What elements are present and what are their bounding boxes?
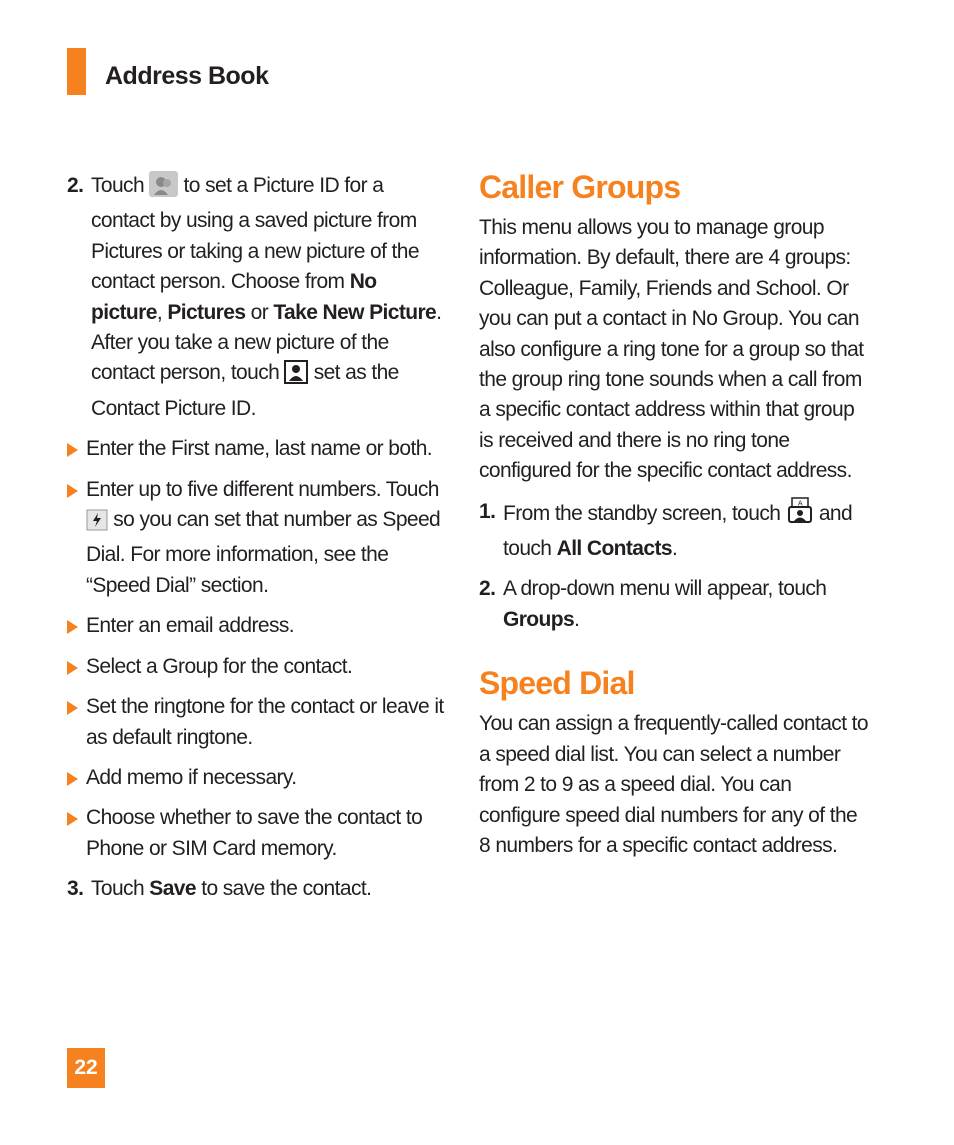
contact-picture-icon xyxy=(149,171,178,206)
bullet-item: Enter an email address. xyxy=(67,611,452,641)
section-title: Address Book xyxy=(105,62,269,90)
set-picture-icon xyxy=(284,360,308,393)
caller-groups-step-1: 1. From the standby screen, touch A and touch All Contacts. xyxy=(479,497,871,565)
bullet-item: Enter the First name, last name or both. xyxy=(67,434,452,464)
bullet-item: Select a Group for the contact. xyxy=(67,652,452,682)
caller-groups-body: This menu allows you to manage group information. By default, there are 4 groups: Colleague, Family, Friends and School. Or you can put a contact in No Group. You can also configure a ring tone for a group so that the group ring tone sounds when a call from a specific contact address within that group is received and there is no ring tone configured for the specific contact address. xyxy=(479,216,864,483)
right-column xyxy=(479,165,871,871)
speed-dial-heading: Speed Dial xyxy=(479,665,635,702)
step-number: 1. xyxy=(479,499,496,523)
speed-dial-body: You can assign a frequently-called contact to a speed dial list. You can select a number from 2 to 9 as a speed dial. You can configure speed dial numbers for any of the 8 numbers for a specific contact address. xyxy=(479,712,868,857)
page-number: 22 xyxy=(67,1048,105,1088)
section-marker xyxy=(67,48,86,95)
bullet-item: Choose whether to save the contact to Phone or SIM Card memory. xyxy=(67,803,452,864)
step-number: 3. xyxy=(67,877,84,901)
bullet-item: Enter up to five different numbers. Touch so you can set that number as Speed Dial. For more information, see the “Speed Dial” section. xyxy=(67,475,452,602)
left-column xyxy=(67,171,452,915)
speed-dial-icon xyxy=(86,509,108,540)
bullet-item: Set the ringtone for the contact or leave it as default ringtone. xyxy=(67,692,452,753)
caller-groups-heading: Caller Groups xyxy=(479,169,681,205)
svg-text:A: A xyxy=(797,499,802,508)
step-3: 3. Touch Save to save the contact. xyxy=(67,874,452,904)
step-2: 2. Touch to set a Picture ID for a contact by using a saved picture from Pictures or taking a new picture of the contact person. Choose from No picture, Pictures or Take New Picture. After you take a new picture of the contact person, touch set as the Contact Picture ID. xyxy=(67,171,452,424)
step-number: 2. xyxy=(479,577,496,601)
bullet-item: Add memo if necessary. xyxy=(67,763,452,793)
step-number: 2. xyxy=(67,174,84,197)
contacts-icon xyxy=(786,497,814,534)
caller-groups-step-2: 2. A drop-down menu will appear, touch Groups. xyxy=(479,574,871,635)
